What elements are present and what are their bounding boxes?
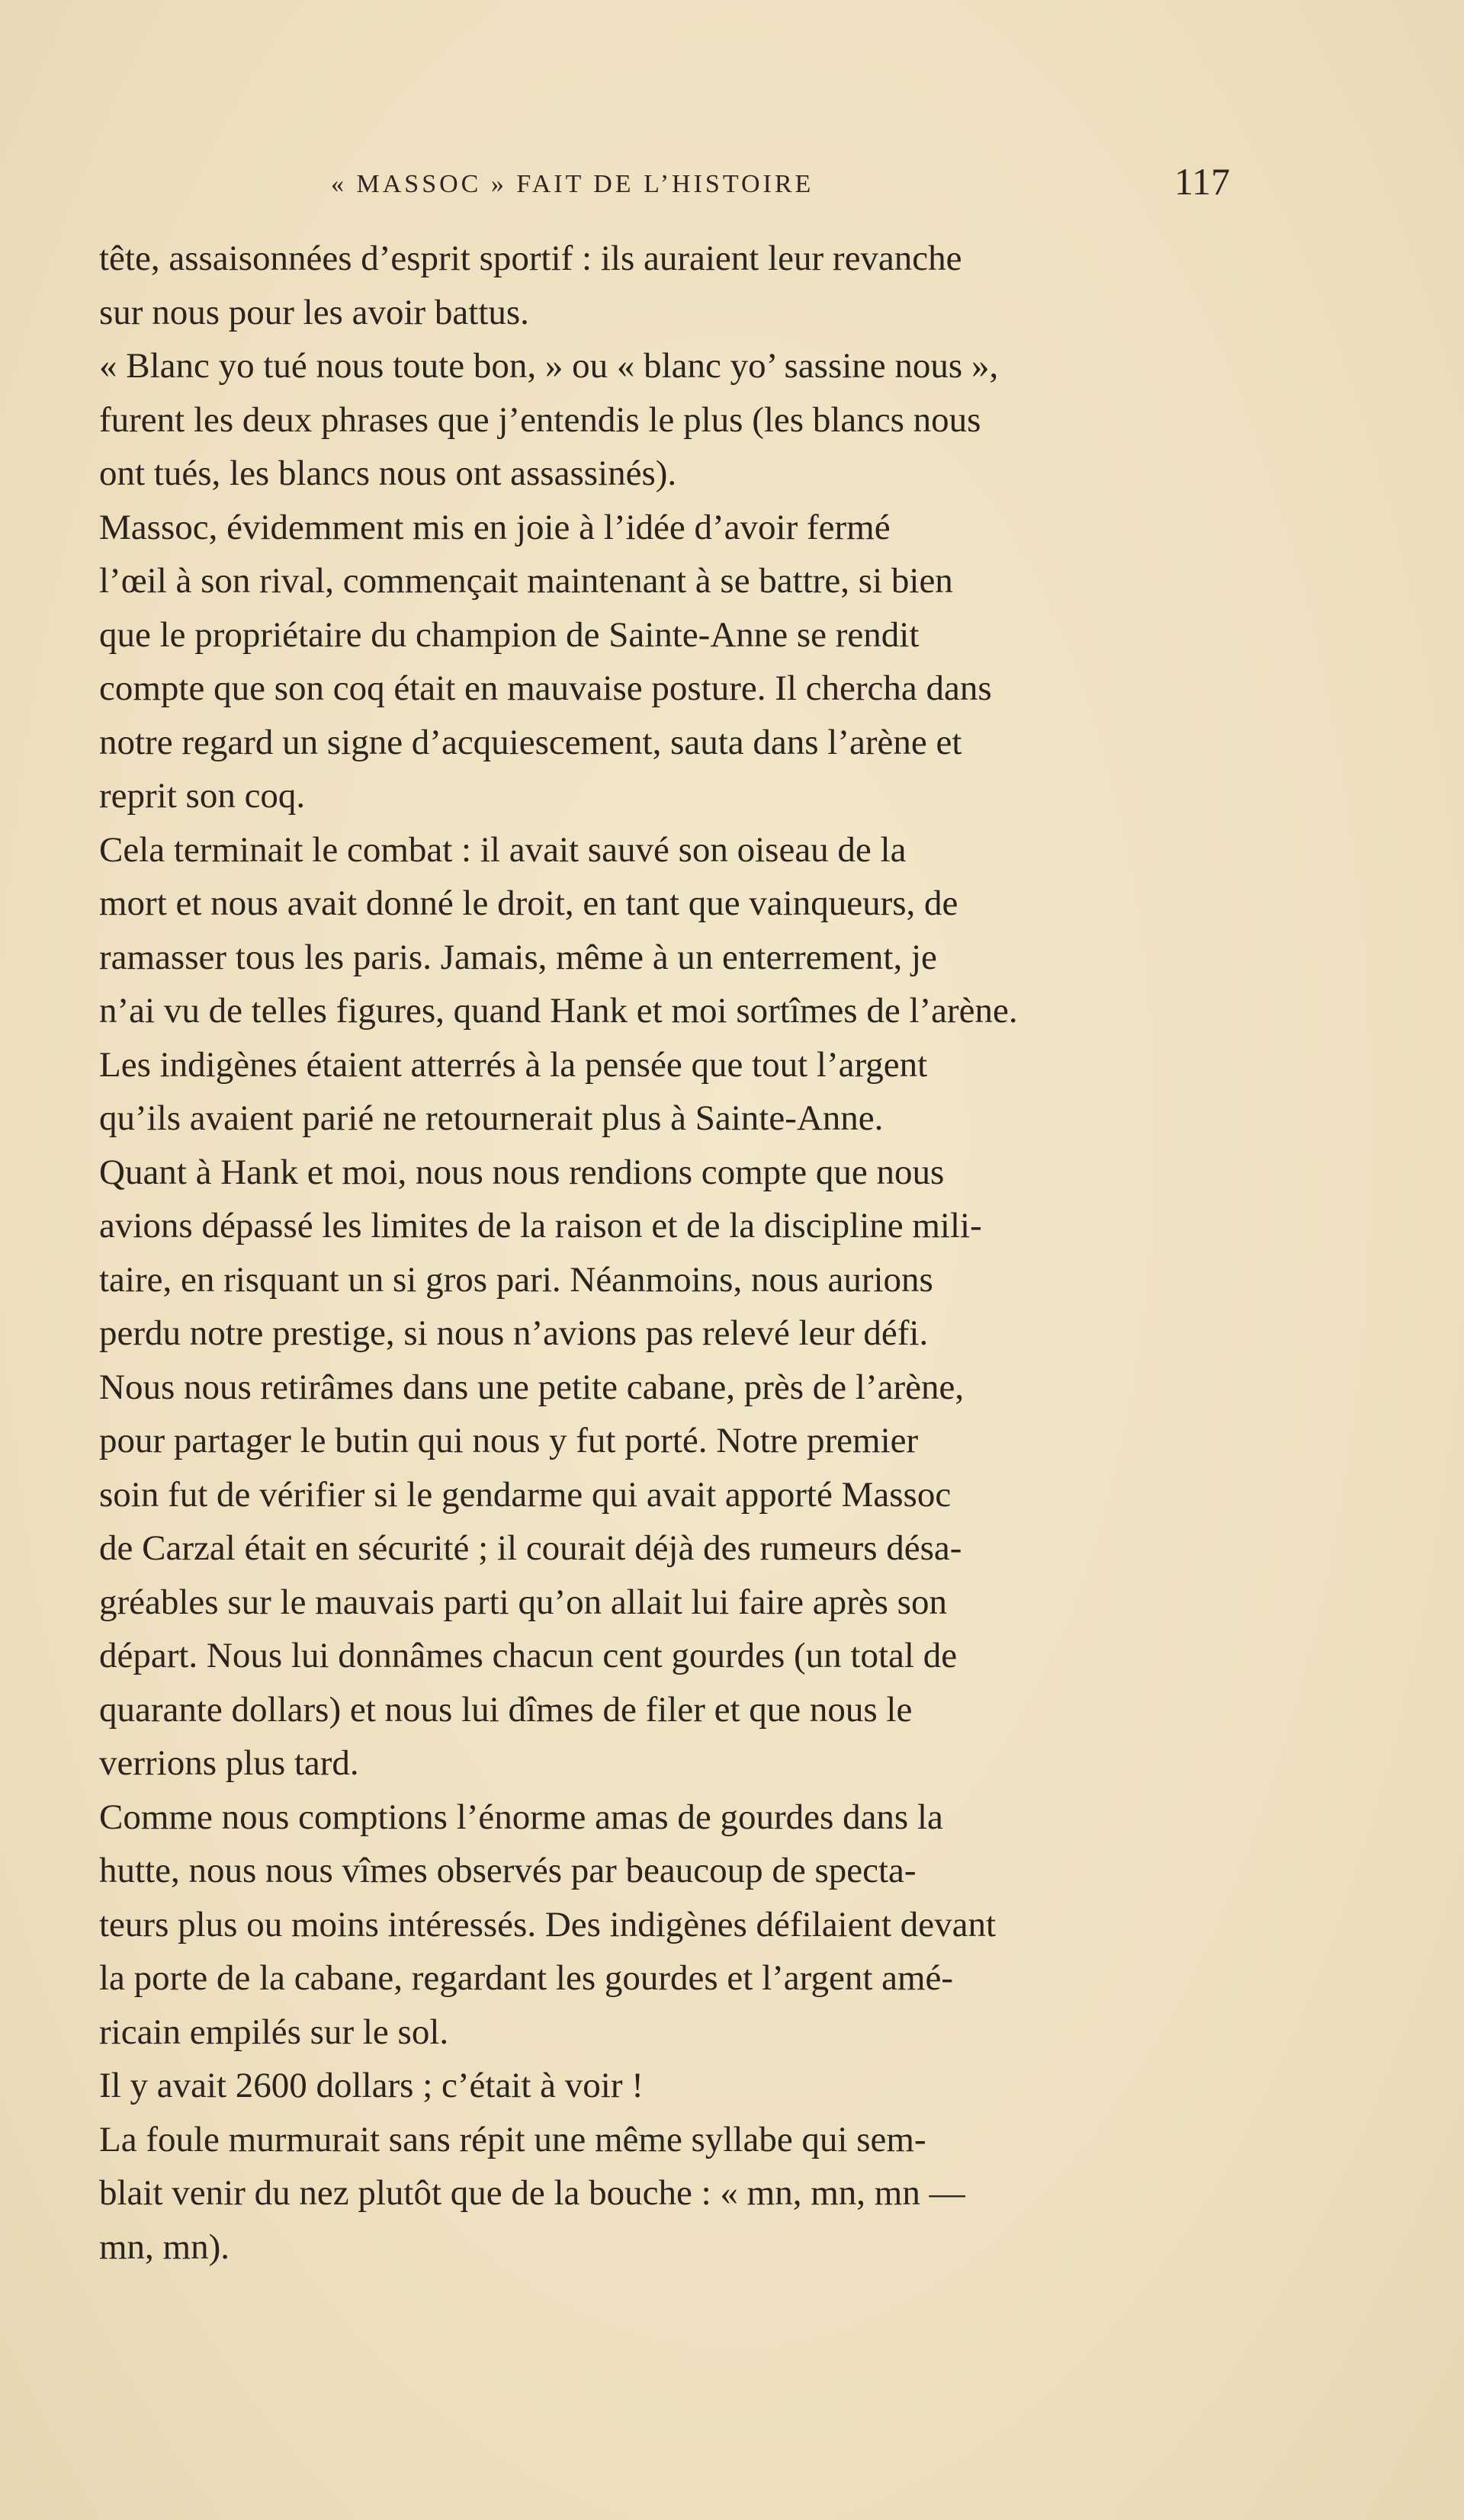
text-line: tête, assaisonnées d’esprit sportif : ils auraient leur revanche — [99, 239, 962, 278]
text-line: taire, en risquant un si gros pari. Néanmoins, nous aurions — [99, 1259, 933, 1300]
text-line: compte que son coq était en mauvaise posture. Il chercha dans — [99, 668, 992, 708]
text-line: notre regard un signe d’acquiescement, sauta dans l’arène et — [99, 722, 962, 762]
text-line: hutte, nous nous vîmes observés par beaucoup de specta- — [99, 1851, 917, 1890]
text-line: Quant à Hank et moi, nous nous rendions compte que nous — [99, 1152, 945, 1192]
text-line: départ. Nous lui donnâmes chacun cent gourdes (un total de — [99, 1636, 958, 1675]
page-number: 117 — [1174, 160, 1231, 203]
text-line: La foule murmurait sans répit une même syllabe qui sem- — [99, 2119, 926, 2159]
text-line: « Blanc yo tué nous toute bon, » ou « blanc yo’ sassine nous », — [99, 346, 999, 386]
body-text — [99, 232, 1243, 2274]
text-line: quarante dollars) et nous lui dîmes de filer et que nous le — [99, 1689, 913, 1730]
text-line: Nous nous retirâmes dans une petite cabane, près de l’arène, — [99, 1367, 965, 1407]
text-line: mn, mn). — [99, 2227, 230, 2267]
text-line: Les indigènes étaient atterrés à la pensée que tout l’argent — [99, 1044, 928, 1085]
text-line: que le propriétaire du champion de Sainte-Anne se rendit — [99, 614, 920, 655]
text-line: avions dépassé les limites de la raison et de la discipline mili- — [99, 1206, 982, 1246]
text-line: Comme nous comptions l’énorme amas de gourdes dans la — [99, 1797, 943, 1837]
text-line: teurs plus ou moins intéressés. Des indigènes défilaient devant — [99, 1904, 997, 1945]
running-title: « MASSOC » FAIT DE L’HISTOIRE — [331, 170, 814, 198]
text-line: ricain empilés sur le sol. — [99, 2012, 449, 2052]
text-line: qu’ils avaient parié ne retournerait plus à Sainte-Anne. — [99, 1098, 884, 1138]
text-line: Il y avait 2600 dollars ; c’était à voir ! — [99, 2066, 644, 2105]
text-line: ramasser tous les paris. Jamais, même à un enterrement, je — [99, 937, 937, 977]
text-line: ont tués, les blancs nous ont assassinés). — [99, 454, 677, 493]
text-line: n’ai vu de telles figures, quand Hank et moi sortîmes de l’arène. — [99, 991, 1018, 1031]
text-line: de Carzal était en sécurité ; il courait déjà des rumeurs désa- — [99, 1528, 962, 1568]
text-line: mort et nous avait donné le droit, en tant que vainqueurs, de — [99, 883, 958, 923]
text-line: Massoc, évidemment mis en joie à l’idée d’avoir fermé — [99, 507, 891, 547]
text-line: Cela terminait le combat : il avait sauvé son oiseau de la — [99, 829, 907, 870]
text-line: perdu notre prestige, si nous n’avions pas relevé leur défi. — [99, 1313, 929, 1353]
text-line: blait venir du nez plutôt que de la bouche : « mn, mn, mn — — [99, 2173, 965, 2213]
text-line: la porte de la cabane, regardant les gourdes et l’argent amé- — [99, 1958, 954, 1998]
text-line: l’œil à son rival, commençait maintenant à se battre, si bien — [99, 561, 953, 601]
text-line: sur nous pour les avoir battus. — [99, 292, 529, 332]
text-line: reprit son coq. — [99, 776, 306, 816]
page-header — [99, 156, 1243, 210]
text-line: pour partager le butin qui nous y fut porté. Notre premier — [99, 1421, 919, 1460]
text-line: furent les deux phrases que j’entendis le plus (les blancs nous — [99, 399, 981, 440]
text-line: gréables sur le mauvais parti qu’on allait lui faire après son — [99, 1582, 947, 1622]
text-line: soin fut de vérifier si le gendarme qui avait apporté Massoc — [99, 1474, 952, 1515]
text-line: verrions plus tard. — [99, 1743, 359, 1783]
